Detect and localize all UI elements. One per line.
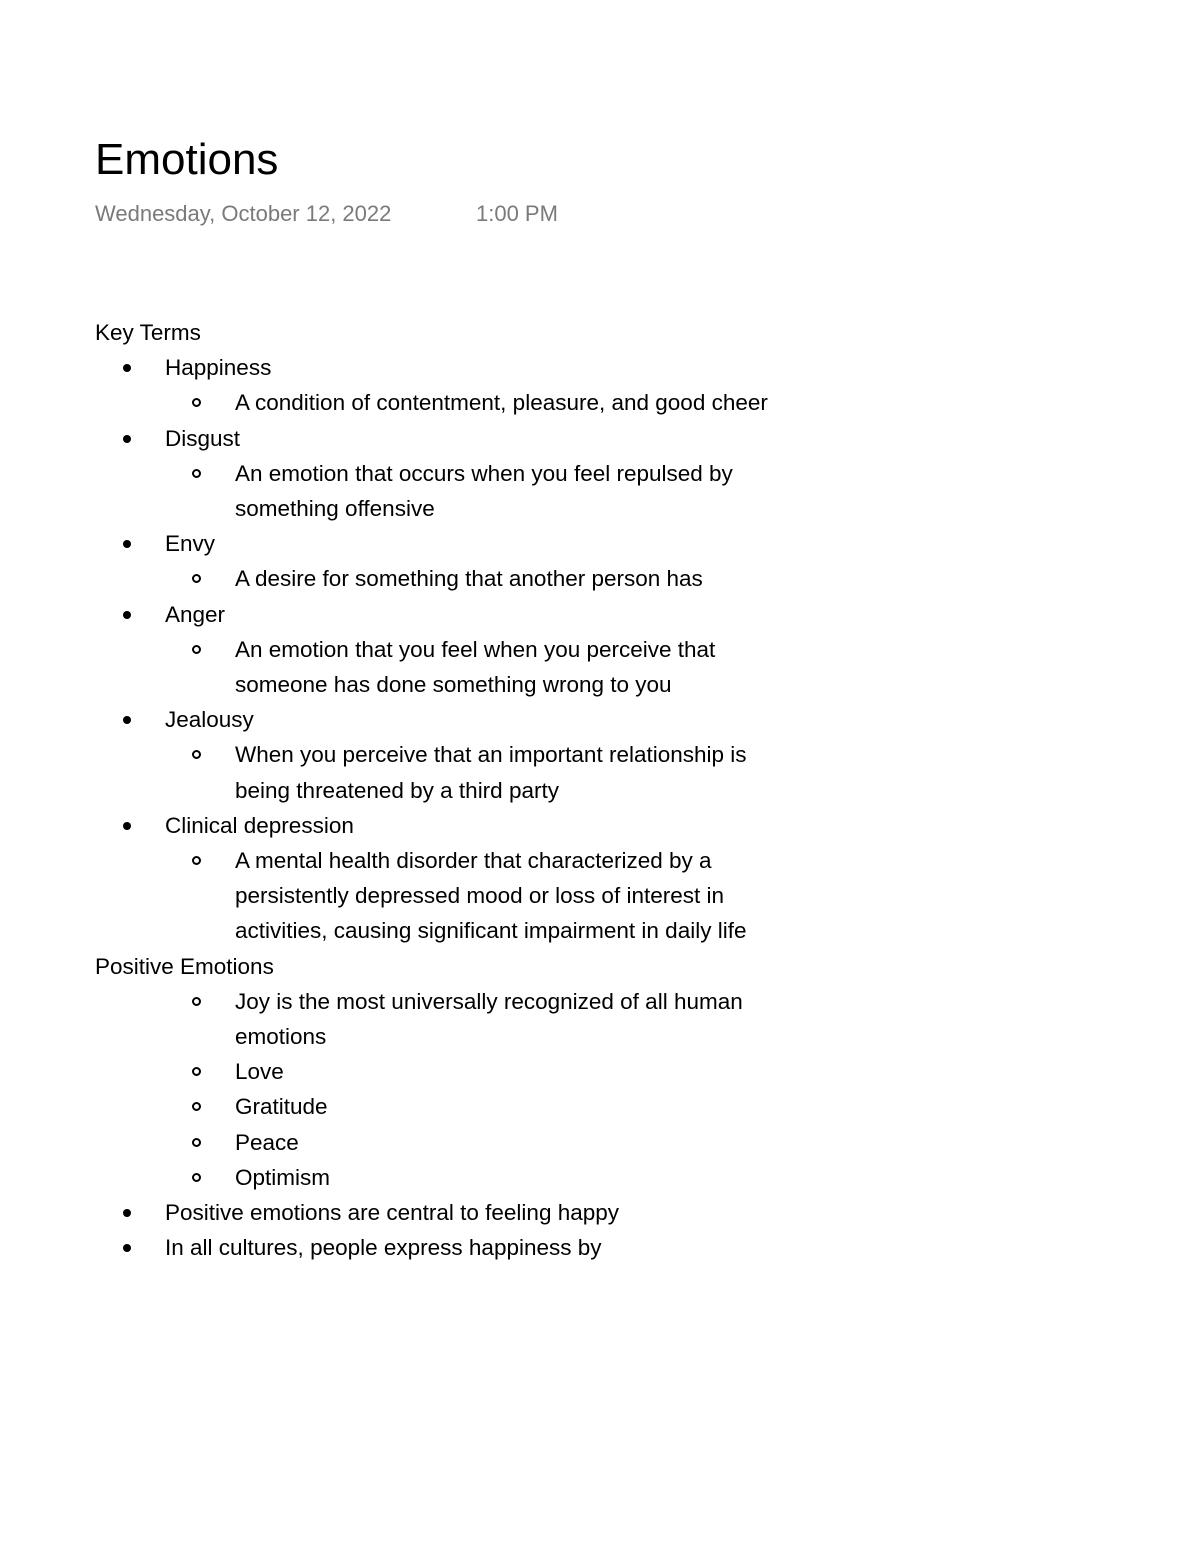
list-item — [95, 1089, 775, 1124]
term-label: Anger — [165, 601, 226, 627]
term-label: Happiness — [165, 355, 272, 381]
circle-bullet-icon — [192, 856, 201, 865]
term-label: Disgust — [165, 425, 241, 451]
bullet-icon — [123, 1209, 131, 1217]
list-item — [95, 1125, 775, 1160]
circle-bullet-icon — [192, 645, 201, 654]
circle-bullet-icon — [192, 574, 201, 583]
term-label: Envy — [165, 531, 216, 557]
note-content — [95, 315, 775, 1265]
positive-emotions-bullets — [95, 1195, 775, 1265]
circle-bullet-icon — [192, 1067, 201, 1076]
circle-bullet-icon — [192, 469, 201, 478]
list-item — [165, 456, 775, 526]
term-label: Clinical depression — [165, 812, 354, 838]
bullet-icon — [123, 716, 131, 724]
list-item — [165, 561, 775, 596]
term-definition: An emotion that you feel when you perceive that someone has done something wrong to you — [235, 636, 716, 698]
term-definition: When you perceive that an important relationship is being threatened by a third party — [235, 742, 747, 803]
circle-bullet-icon — [192, 1173, 201, 1182]
list-item — [95, 702, 775, 808]
list-item — [95, 526, 775, 596]
circle-bullet-icon — [192, 1138, 201, 1147]
key-terms-list — [95, 350, 775, 948]
sub-item-text: Optimism — [235, 1164, 330, 1190]
list-item — [165, 737, 775, 807]
list-item — [165, 843, 775, 949]
list-item — [95, 984, 775, 1054]
term-definition: An emotion that occurs when you feel repulsed by something offensive — [235, 460, 733, 522]
sub-item-text: Love — [235, 1059, 284, 1085]
bullet-icon — [123, 1244, 131, 1252]
bullet-icon — [123, 611, 131, 619]
page-date: Wednesday, October 12, 2022 — [95, 201, 392, 226]
sub-item-text: Gratitude — [235, 1094, 328, 1120]
page-time: 1:00 PM — [476, 201, 558, 226]
circle-bullet-icon — [192, 750, 201, 759]
term-definition: A condition of contentment, pleasure, and good cheer — [235, 390, 768, 416]
page-title: Emotions — [95, 135, 279, 184]
list-item — [95, 1054, 775, 1089]
list-item — [95, 421, 775, 527]
list-item — [95, 350, 775, 420]
list-item — [95, 1195, 775, 1230]
key-terms-heading: Key Terms — [95, 320, 201, 345]
term-label: Jealousy — [165, 707, 254, 733]
bullet-icon — [123, 822, 131, 830]
list-item — [95, 1160, 775, 1195]
term-definition: A mental health disorder that characterized by a persistently depressed mood or loss of interest in activities, causing significant impairment in daily life — [235, 848, 747, 944]
list-item — [95, 808, 775, 949]
sub-item-text: Joy is the most universally recognized of all human emotions — [235, 988, 743, 1050]
positive-emotions-heading: Positive Emotions — [95, 953, 274, 979]
list-item — [165, 632, 775, 702]
circle-bullet-icon — [192, 398, 201, 407]
bullet-icon — [123, 435, 131, 443]
term-definition: A desire for something that another person has — [235, 566, 703, 592]
circle-bullet-icon — [192, 1102, 201, 1111]
bullet-text: In all cultures, people express happiness by — [165, 1235, 602, 1261]
bullet-icon — [123, 540, 131, 548]
sub-item-text: Peace — [235, 1129, 299, 1155]
positive-emotions-sublist — [95, 984, 775, 1195]
bullet-text: Positive emotions are central to feeling happy — [165, 1200, 620, 1226]
list-item — [95, 597, 775, 703]
list-item — [95, 1230, 775, 1265]
list-item — [165, 385, 775, 420]
circle-bullet-icon — [192, 997, 201, 1006]
bullet-icon — [123, 364, 131, 372]
